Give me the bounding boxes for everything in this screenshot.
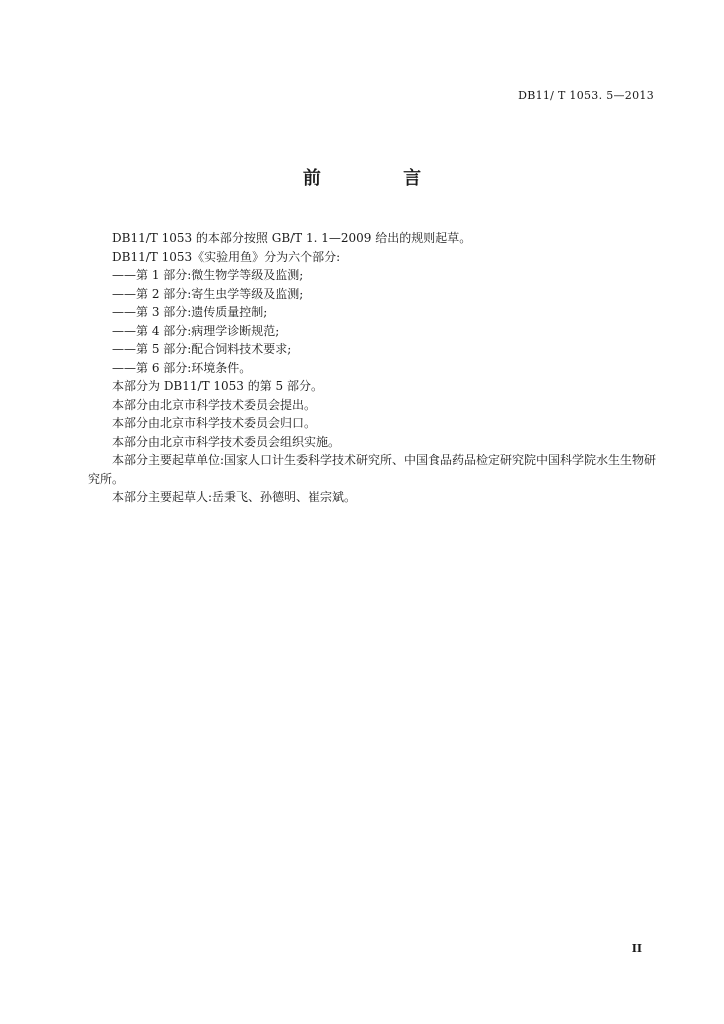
paragraph-implemented-by: 本部分由北京市科学技术委员会组织实施。 (112, 434, 341, 449)
paragraph-drafting-rule: DB11/T 1053 的本部分按照 GB/T 1. 1—2009 给出的规则起草。 (112, 231, 472, 245)
list-item-part-3: ——第 3 部分:遗传质量控制; (112, 305, 268, 319)
paragraph-drafting-units: 本部分主要起草单位:国家人口计生委科学技术研究所、中国食品药品检定研究院中国科学院水生生物研究所。 (88, 453, 657, 486)
paragraph-proposed-by: 本部分由北京市科学技术委员会提出。 (112, 397, 317, 412)
paragraph-parts-intro: DB11/T 1053《实验用鱼》分为六个部分: (112, 249, 341, 264)
page-title: 前 言 (302, 168, 460, 189)
paragraph-drafters: 本部分主要起草人:岳秉飞、孙德明、崔宗斌。 (112, 490, 357, 504)
list-item-part-2: ——第 2 部分:寄生虫学等级及监测; (112, 286, 304, 301)
foreword-body (88, 229, 658, 507)
list-item-part-1: ——第 1 部分:微生物学等级及监测; (112, 268, 304, 282)
list-item-part-5: ——第 5 部分:配合饲料技术要求; (112, 342, 292, 356)
list-item-part-6: ——第 6 部分:环境条件。 (112, 360, 252, 375)
page-number: II (631, 942, 642, 955)
paragraph-centralized-by: 本部分由北京市科学技术委员会归口。 (112, 416, 317, 430)
paragraph-this-part: 本部分为 DB11/T 1053 的第 5 部分。 (112, 379, 324, 393)
list-item-part-4: ——第 4 部分:病理学诊断规范; (112, 323, 280, 338)
standard-code: DB11/ T 1053. 5—2013 (518, 89, 654, 102)
